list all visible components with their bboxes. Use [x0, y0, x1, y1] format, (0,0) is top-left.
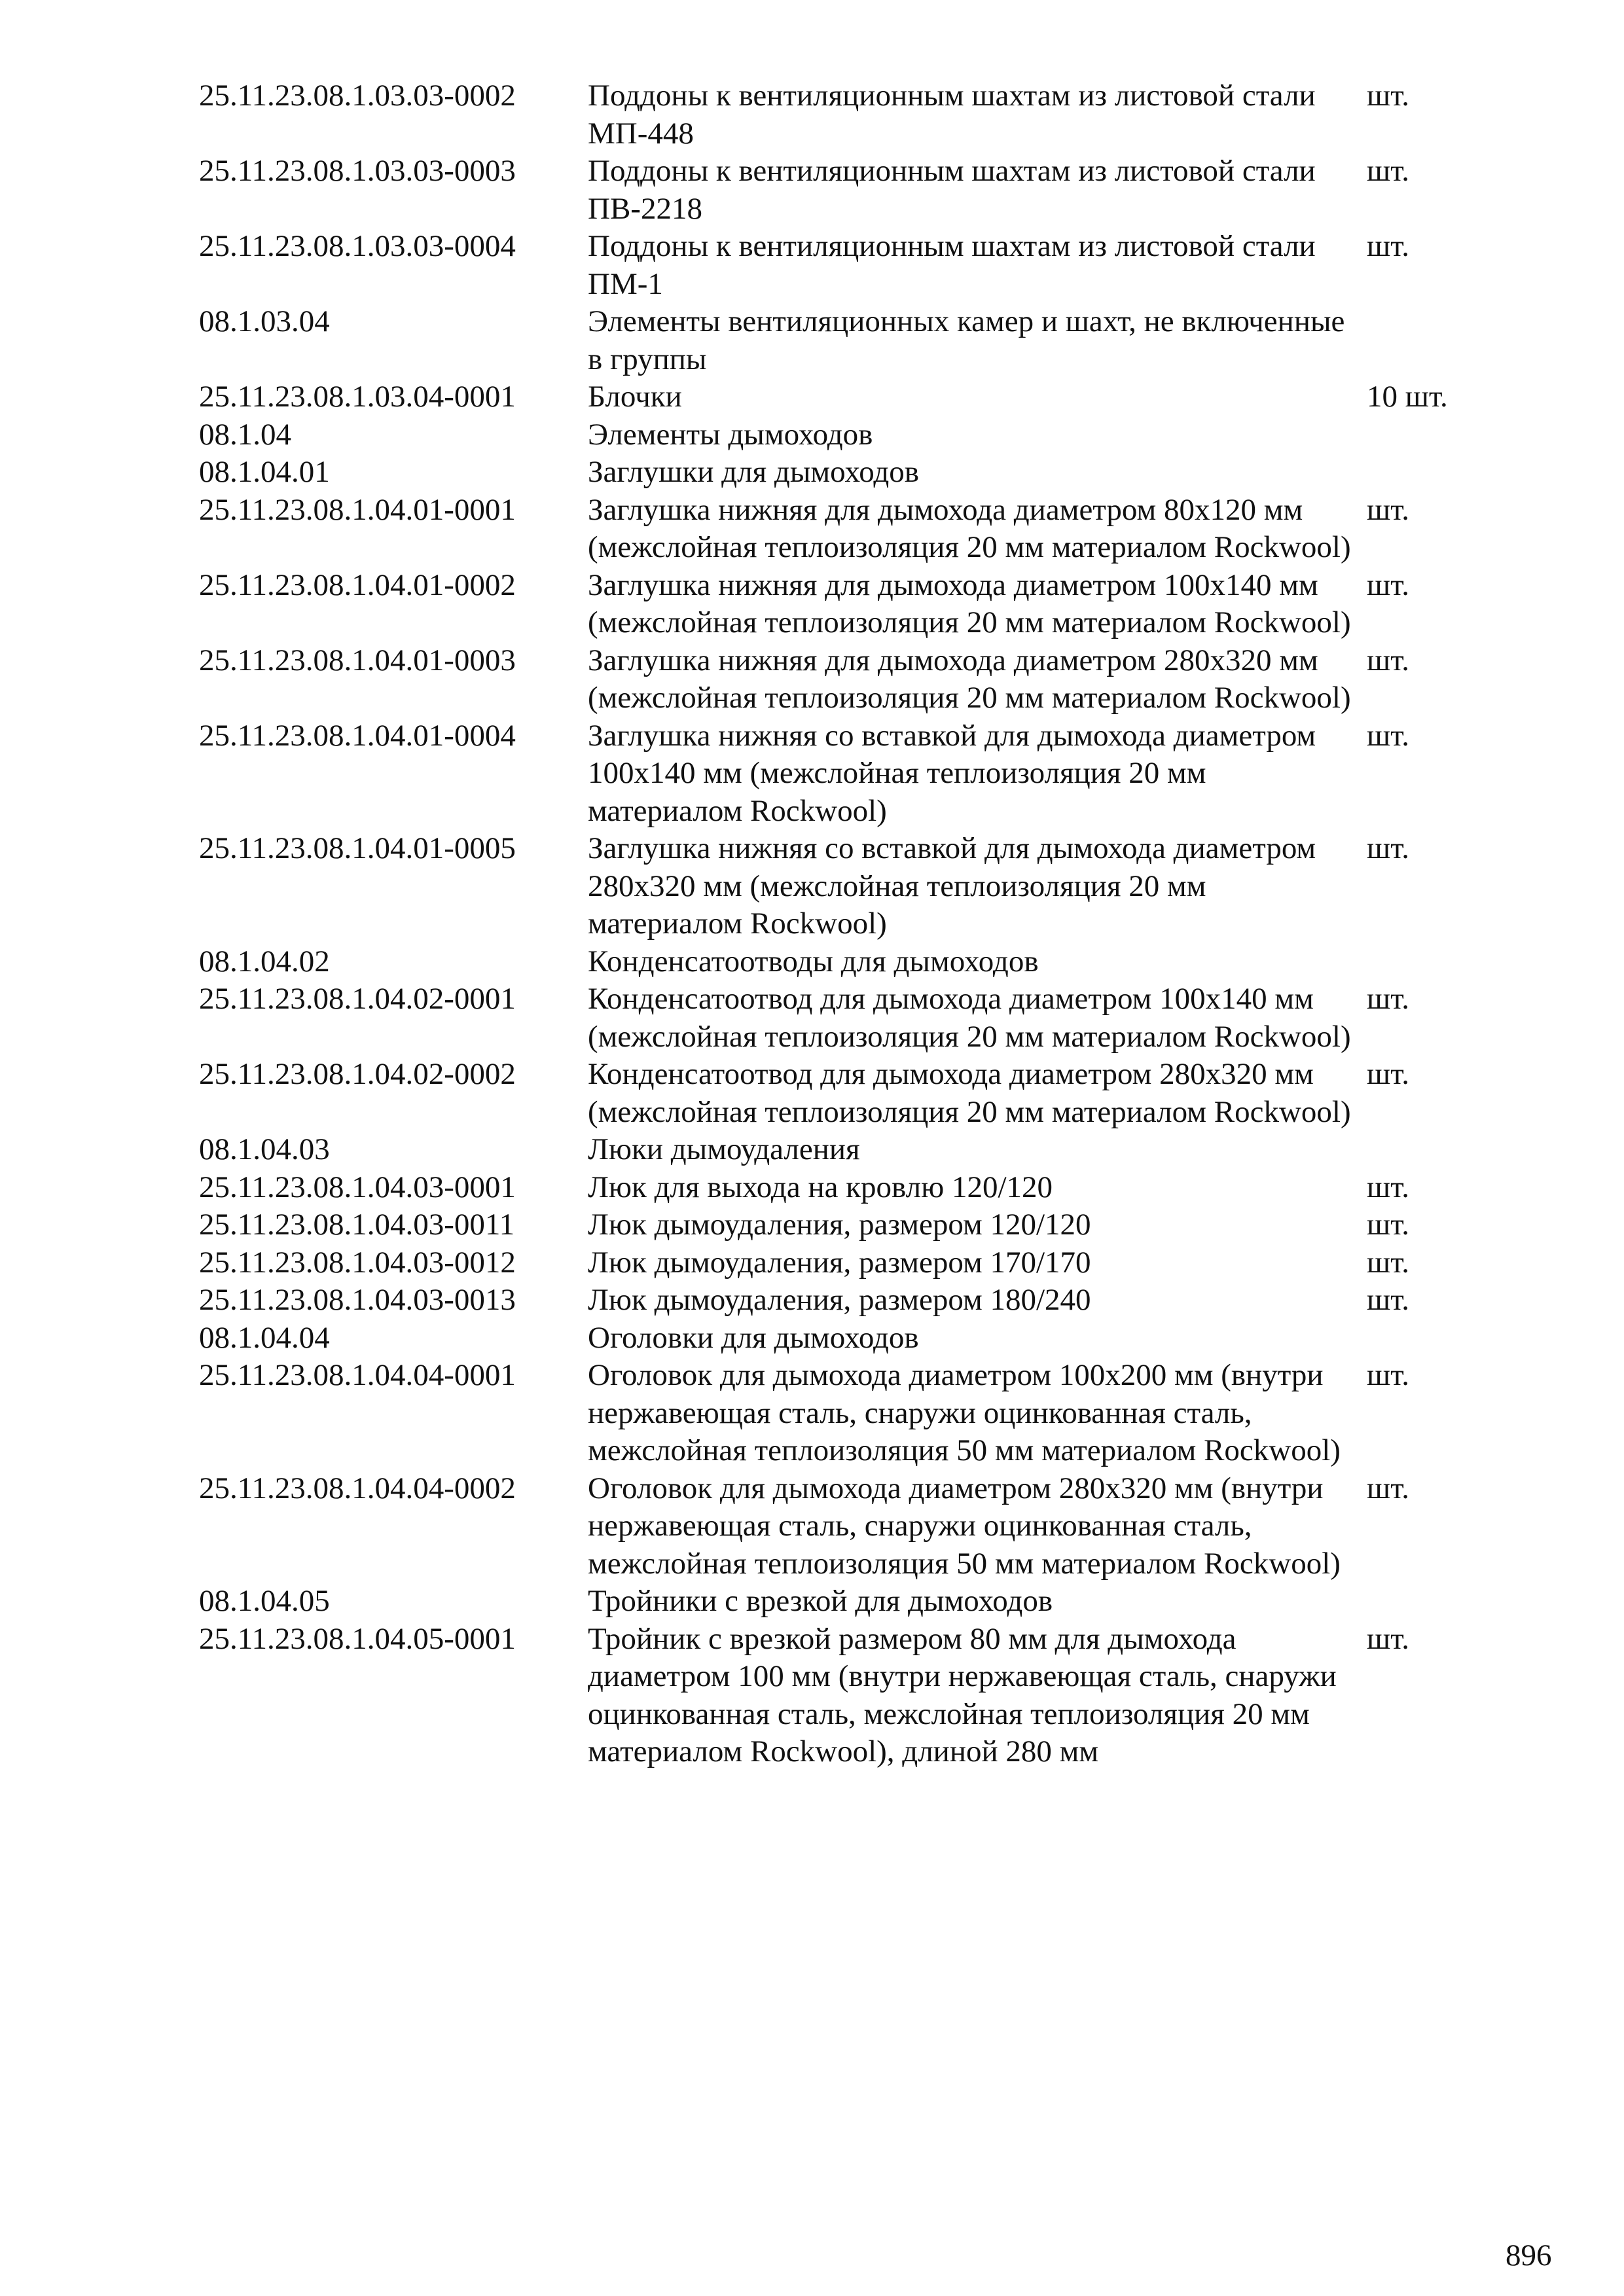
row-name: Оголовок для дымохода диаметром 280х320 мм (внутри нержавеющая сталь, снаружи оцинкованная сталь, межслойная теплоизоляция 50 мм материалом Rockwool): [588, 1471, 1341, 1581]
row-unit: шт.: [1367, 567, 1409, 602]
table-row: [199, 77, 1508, 152]
row-code: 08.1.04.05: [199, 1584, 330, 1618]
row-code: 08.1.04.03: [199, 1132, 330, 1166]
row-code: 25.11.23.08.1.04.01-0005: [199, 831, 516, 865]
row-code: 25.11.23.08.1.04.01-0003: [199, 643, 516, 677]
row-name: Заглушка нижняя со вставкой для дымохода диаметром 100х140 мм (межслойная теплоизоляция 20 мм материалом Rockwool): [588, 718, 1316, 828]
row-unit: шт.: [1367, 1057, 1409, 1091]
row-name: Тройники с врезкой для дымоходов: [588, 1584, 1053, 1618]
row-unit: шт.: [1367, 492, 1409, 527]
table-row: [199, 378, 1508, 416]
table-row: [199, 1206, 1508, 1244]
table-row: [199, 567, 1508, 642]
row-code: 25.11.23.08.1.04.02-0001: [199, 982, 516, 1016]
table-row: [199, 1282, 1508, 1319]
row-name: Конденсатоотводы для дымоходов: [588, 944, 1039, 978]
row-code: 25.11.23.08.1.04.03-0012: [199, 1245, 516, 1280]
table-row: [199, 1470, 1508, 1583]
row-name: Оголовок для дымохода диаметром 100х200 мм (внутри нержавеющая сталь, снаружи оцинкованная сталь, межслойная теплоизоляция 50 мм материалом Rockwool): [588, 1358, 1341, 1467]
row-code: 25.11.23.08.1.04.03-0011: [199, 1208, 515, 1242]
row-name: Поддоны к вентиляционным шахтам из листовой стали ПВ-2218: [588, 154, 1316, 226]
row-code: 25.11.23.08.1.04.04-0001: [199, 1358, 516, 1392]
table-row: [199, 1244, 1508, 1282]
row-code: 08.1.04.01: [199, 455, 330, 489]
row-unit: шт.: [1367, 1358, 1409, 1392]
row-unit: шт.: [1367, 1245, 1409, 1280]
row-name: Заглушка нижняя для дымохода диаметром 280х320 мм (межслойная теплоизоляция 20 мм материалом Rockwool): [588, 643, 1351, 715]
row-code: 25.11.23.08.1.04.02-0002: [199, 1057, 516, 1091]
row-name: Люк дымоудаления, размером 120/120: [588, 1208, 1091, 1242]
table-row: [199, 152, 1508, 228]
row-unit: шт.: [1367, 718, 1409, 753]
table-row: [199, 228, 1508, 303]
row-name: Оголовки для дымоходов: [588, 1320, 919, 1355]
row-name: Заглушка нижняя для дымохода диаметром 100х140 мм (межслойная теплоизоляция 20 мм материалом Rockwool): [588, 567, 1351, 639]
row-name: Люки дымоудаления: [588, 1132, 860, 1166]
row-code: 25.11.23.08.1.04.04-0002: [199, 1471, 516, 1505]
table-row: [199, 1056, 1508, 1131]
row-name: Элементы дымоходов: [588, 417, 873, 452]
row-code: 25.11.23.08.1.03.03-0003: [199, 154, 516, 188]
row-code: 08.1.03.04: [199, 304, 330, 338]
table-row: [199, 980, 1508, 1056]
row-unit: шт.: [1367, 154, 1409, 188]
row-code: 08.1.04: [199, 417, 291, 452]
row-name: Тройник с врезкой размером 80 мм для дымохода диаметром 100 мм (внутри нержавеющая сталь, снаружи оцинкованная сталь, межслойная теплоизоляция 20 мм материалом Rockwool), длиной 280 мм: [588, 1621, 1337, 1768]
group-heading-row: [199, 416, 1508, 454]
row-name: Блочки: [588, 380, 682, 414]
group-heading-row: [199, 1319, 1508, 1357]
row-name: Заглушка нижняя для дымохода диаметром 80х120 мм (межслойная теплоизоляция 20 мм материалом Rockwool): [588, 492, 1351, 564]
table-row: [199, 1169, 1508, 1207]
row-code: 25.11.23.08.1.03.03-0002: [199, 79, 516, 113]
table-row: [199, 717, 1508, 831]
row-name: Заглушка нижняя со вставкой для дымохода диаметром 280х320 мм (межслойная теплоизоляция 20 мм материалом Rockwool): [588, 831, 1316, 941]
row-code: 25.11.23.08.1.04.05-0001: [199, 1621, 516, 1656]
table-row: [199, 1621, 1508, 1771]
group-heading-row: [199, 1583, 1508, 1621]
row-code: 25.11.23.08.1.04.01-0002: [199, 567, 516, 602]
row-name: Люк для выхода на кровлю 120/120: [588, 1170, 1053, 1204]
row-unit: шт.: [1367, 982, 1409, 1016]
page-number: 896: [1506, 2238, 1552, 2272]
row-code: 25.11.23.08.1.04.01-0001: [199, 492, 516, 527]
row-unit: шт.: [1367, 1621, 1409, 1656]
row-code: 25.11.23.08.1.03.04-0001: [199, 380, 516, 414]
row-unit: 10 шт.: [1367, 380, 1448, 414]
group-heading-row: [199, 303, 1508, 378]
table-row: [199, 492, 1508, 567]
row-name: Элементы вентиляционных камер и шахт, не включенные в группы: [588, 304, 1345, 376]
row-code: 25.11.23.08.1.04.01-0004: [199, 718, 516, 753]
row-unit: шт.: [1367, 1471, 1409, 1505]
price-list-table: [199, 77, 1508, 1771]
table-row: [199, 830, 1508, 943]
row-code: 08.1.04.02: [199, 944, 330, 978]
row-unit: шт.: [1367, 1283, 1409, 1317]
row-unit: шт.: [1367, 79, 1409, 113]
table-row: [199, 642, 1508, 717]
group-heading-row: [199, 943, 1508, 981]
row-name: Люк дымоудаления, размером 170/170: [588, 1245, 1091, 1280]
group-heading-row: [199, 454, 1508, 492]
row-unit: шт.: [1367, 1208, 1409, 1242]
row-code: 25.11.23.08.1.04.03-0013: [199, 1283, 516, 1317]
row-code: 25.11.23.08.1.04.03-0001: [199, 1170, 516, 1204]
row-name: Конденсатоотвод для дымохода диаметром 280х320 мм (межслойная теплоизоляция 20 мм материалом Rockwool): [588, 1057, 1351, 1129]
row-code: 08.1.04.04: [199, 1320, 330, 1355]
row-code: 25.11.23.08.1.03.03-0004: [199, 229, 516, 263]
row-name: Люк дымоудаления, размером 180/240: [588, 1283, 1091, 1317]
group-heading-row: [199, 1131, 1508, 1169]
row-name: Поддоны к вентиляционным шахтам из листовой стали МП-448: [588, 79, 1316, 151]
row-unit: шт.: [1367, 229, 1409, 263]
row-unit: шт.: [1367, 643, 1409, 677]
table-row: [199, 1357, 1508, 1470]
row-unit: шт.: [1367, 831, 1409, 865]
row-name: Конденсатоотвод для дымохода диаметром 100х140 мм (межслойная теплоизоляция 20 мм материалом Rockwool): [588, 982, 1351, 1054]
row-name: Поддоны к вентиляционным шахтам из листовой стали ПМ-1: [588, 229, 1316, 301]
row-name: Заглушки для дымоходов: [588, 455, 919, 489]
row-unit: шт.: [1367, 1170, 1409, 1204]
